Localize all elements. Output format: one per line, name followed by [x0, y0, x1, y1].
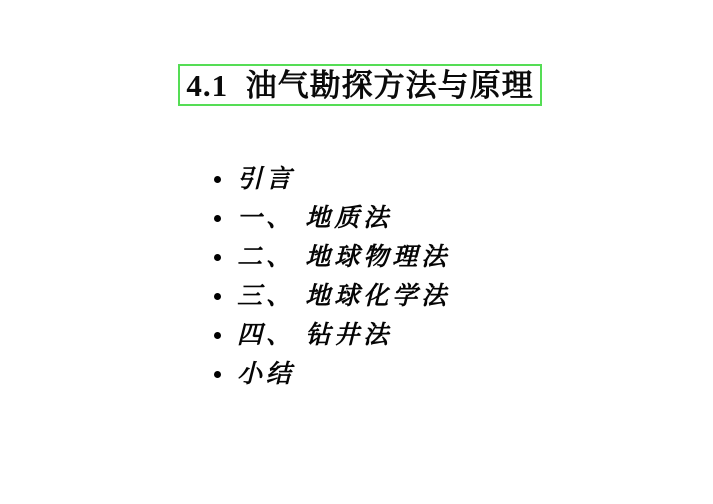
bullet-item — [214, 199, 450, 238]
slide-title: 4.1 油气勘探方法与原理 — [186, 67, 534, 103]
bullet-dot — [214, 176, 221, 183]
bullet-item — [214, 160, 450, 199]
bullet-dot — [214, 254, 221, 261]
bullet-list — [214, 160, 450, 394]
bullet-dot — [214, 215, 221, 222]
bullet-dot — [214, 332, 221, 339]
slide-title-box — [178, 64, 542, 106]
bullet-item — [214, 238, 450, 277]
bullet-dot — [214, 371, 221, 378]
bullet-text: 引言 — [237, 166, 296, 193]
bullet-text: 一、 地质法 — [237, 205, 393, 232]
bullet-item — [214, 277, 450, 316]
bullet-dot — [214, 293, 221, 300]
bullet-item — [214, 316, 450, 355]
bullet-text: 小结 — [237, 361, 296, 388]
bullet-text: 三、 地球化学法 — [237, 283, 451, 310]
bullet-text: 二、 地球物理法 — [237, 244, 451, 271]
bullet-text: 四、 钻井法 — [237, 322, 393, 349]
bullet-item — [214, 355, 450, 394]
